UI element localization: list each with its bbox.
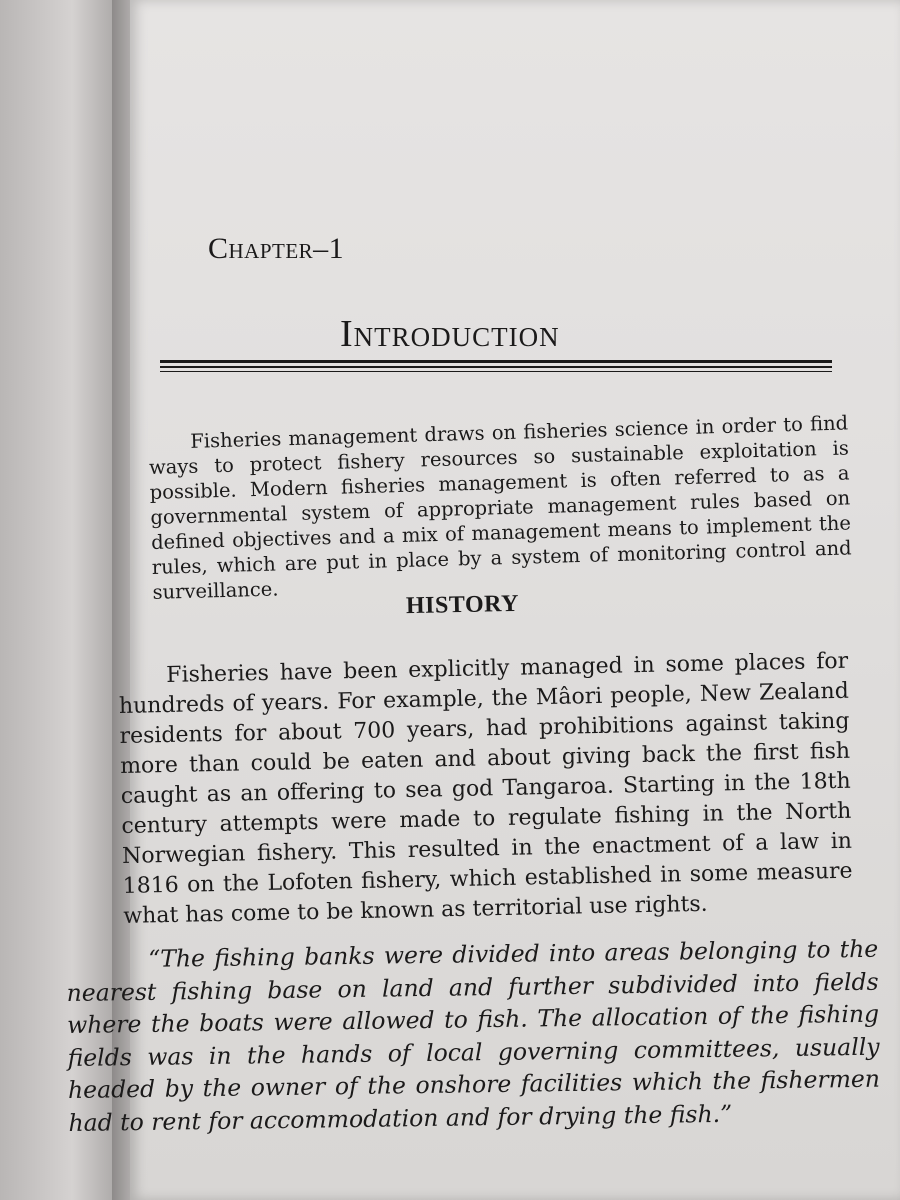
history-paragraph: Fisheries have been explicitly managed in some places for hundreds of years. For example, the Mâori people, New Zealand residents for about 700 years, had prohibitions against taking more than could be eaten and about giving back the first fish caught as an offering to sea god Tangaroa. Starting in the 18th century attempts were made to regulate fishing in the North Norwegian fishery. This resulted in the enactment of a law in 1816 on the Lofoten fishery, which established in some measure what has come to be known as territorial use rights. (118, 648, 853, 929)
chapter-label: Chapter–1 (208, 232, 345, 265)
chapter-title: Introduction (340, 313, 560, 355)
title-rule (160, 360, 832, 374)
history-quote: “The fishing banks were divided into areas belonging to the nearest fishing base on land and further subdivided into fields where the boats were allowed to fish. The allocation of the fishing fields was in the hands of local governing committees, usually headed by the owner of the onshore facilities which the fishermen had to rent for accommodation and for drying the fish.” (66, 934, 881, 1136)
intro-paragraph: Fisheries management draws on fisheries science in order to find ways to protect fishery resources so sustainable exploitation is possible. Modern fisheries management is often referred to as a governmental system of appropriate management rules based on defined objectives and a mix of management means to implement the rules, which are put in place by a system of monitoring control and surveillance. (148, 410, 852, 604)
history-heading: HISTORY (405, 590, 520, 620)
